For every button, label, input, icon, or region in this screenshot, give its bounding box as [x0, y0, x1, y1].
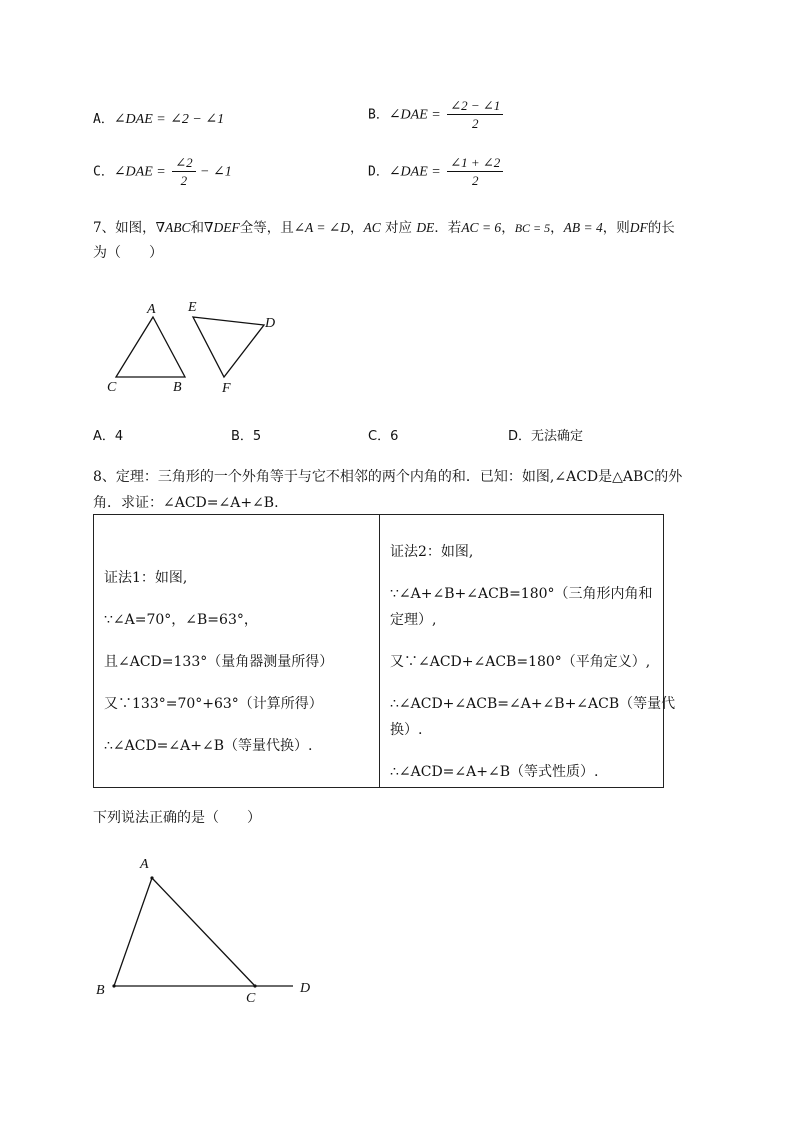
segment-ab: [114, 878, 152, 986]
proof-method-1-cell: [94, 515, 380, 788]
q7-option-b: B．5: [231, 429, 262, 444]
label-f: F: [222, 381, 231, 395]
q8-stem-line2: 角．求证：∠ACD=∠A+∠B.: [93, 495, 279, 511]
label-d: D: [265, 316, 276, 331]
q7-triangles-figure: [100, 295, 290, 395]
triangle-abc: [116, 317, 185, 377]
proof1-line: ∴∠ACD=∠A+∠B（等量代换）.: [104, 738, 313, 754]
proof-method-2-cell: [380, 515, 676, 788]
fraction: $\frac{\angle 2 - \angle 1}{2}$: [447, 97, 503, 132]
label-a: A: [147, 302, 156, 317]
point-c: [253, 984, 256, 987]
q6-option-c: C．∠DAE = $\frac{\angle 2}{2}$ − ∠1: [93, 155, 232, 188]
point-b: [112, 984, 115, 987]
q7-stem-line2: 为（ ）: [93, 245, 163, 261]
proof-table: [93, 514, 676, 788]
proof2-line: 证法2：如图,: [390, 544, 474, 560]
label-d: D: [300, 981, 311, 996]
label-c: C: [107, 380, 117, 395]
q6-option-a: A．∠DAE = ∠2 − ∠1: [93, 112, 225, 127]
label-e: E: [188, 300, 197, 315]
q8-exterior-angle-figure: [90, 850, 330, 1010]
q7-option-a: A．4: [93, 429, 124, 444]
q7-option-d: D．无法确定: [508, 429, 584, 444]
proof1-line: 证法1：如图,: [104, 570, 188, 586]
label-a: A: [140, 857, 149, 872]
point-a: [150, 876, 153, 879]
q8-stem-line1: 8、定理：三角形的一个外角等于与它不相邻的两个内角的和．已知：如图,∠ACD是△ABC的外: [93, 469, 683, 485]
proof1-line: 又∵133°=70°+63°（计算所得）: [104, 696, 323, 712]
q6-option-b: B．∠DAE = $\frac{\angle 2 - \angle 1}{2}$: [368, 97, 503, 132]
segment-ac: [152, 878, 255, 986]
proof1-line: ∵∠A=70°，∠B=63°，: [104, 612, 258, 628]
label-c: C: [246, 991, 256, 1006]
triangle-def: [193, 317, 264, 377]
proof2-line: 换）.: [390, 722, 423, 738]
fraction: $\frac{\angle 2}{2}$: [172, 154, 195, 189]
q8-question: 下列说法正确的是（ ）: [93, 810, 261, 826]
fraction: $\frac{\angle 1 + \angle 2}{2}$: [447, 154, 503, 189]
proof1-line: 且∠ACD=133°（量角器测量所得）: [104, 654, 334, 670]
label-b: B: [173, 380, 182, 395]
proof2-line: 又∵∠ACD+∠ACB=180°（平角定义）,: [390, 654, 651, 670]
label-b: B: [96, 983, 105, 998]
proof2-line: ∵∠A+∠B+∠ACB=180°（三角形内角和: [390, 586, 653, 602]
q6-option-d: D．∠DAE = $\frac{\angle 1 + \angle 2}{2}$: [368, 154, 503, 189]
q7-option-c: C．6: [368, 429, 399, 444]
q7-stem-line1: 7、如图，∇ABC和∇DEF全等，且∠A = ∠D，AC 对应 DE．若AC = 6，BC = 5，AB = 4，则DF的长: [93, 220, 675, 236]
proof2-line: ∴∠ACD+∠ACB=∠A+∠B+∠ACB（等量代: [390, 696, 676, 712]
proof2-line: ∴∠ACD=∠A+∠B（等式性质）.: [390, 764, 599, 780]
proof2-line: 定理）,: [390, 612, 437, 628]
